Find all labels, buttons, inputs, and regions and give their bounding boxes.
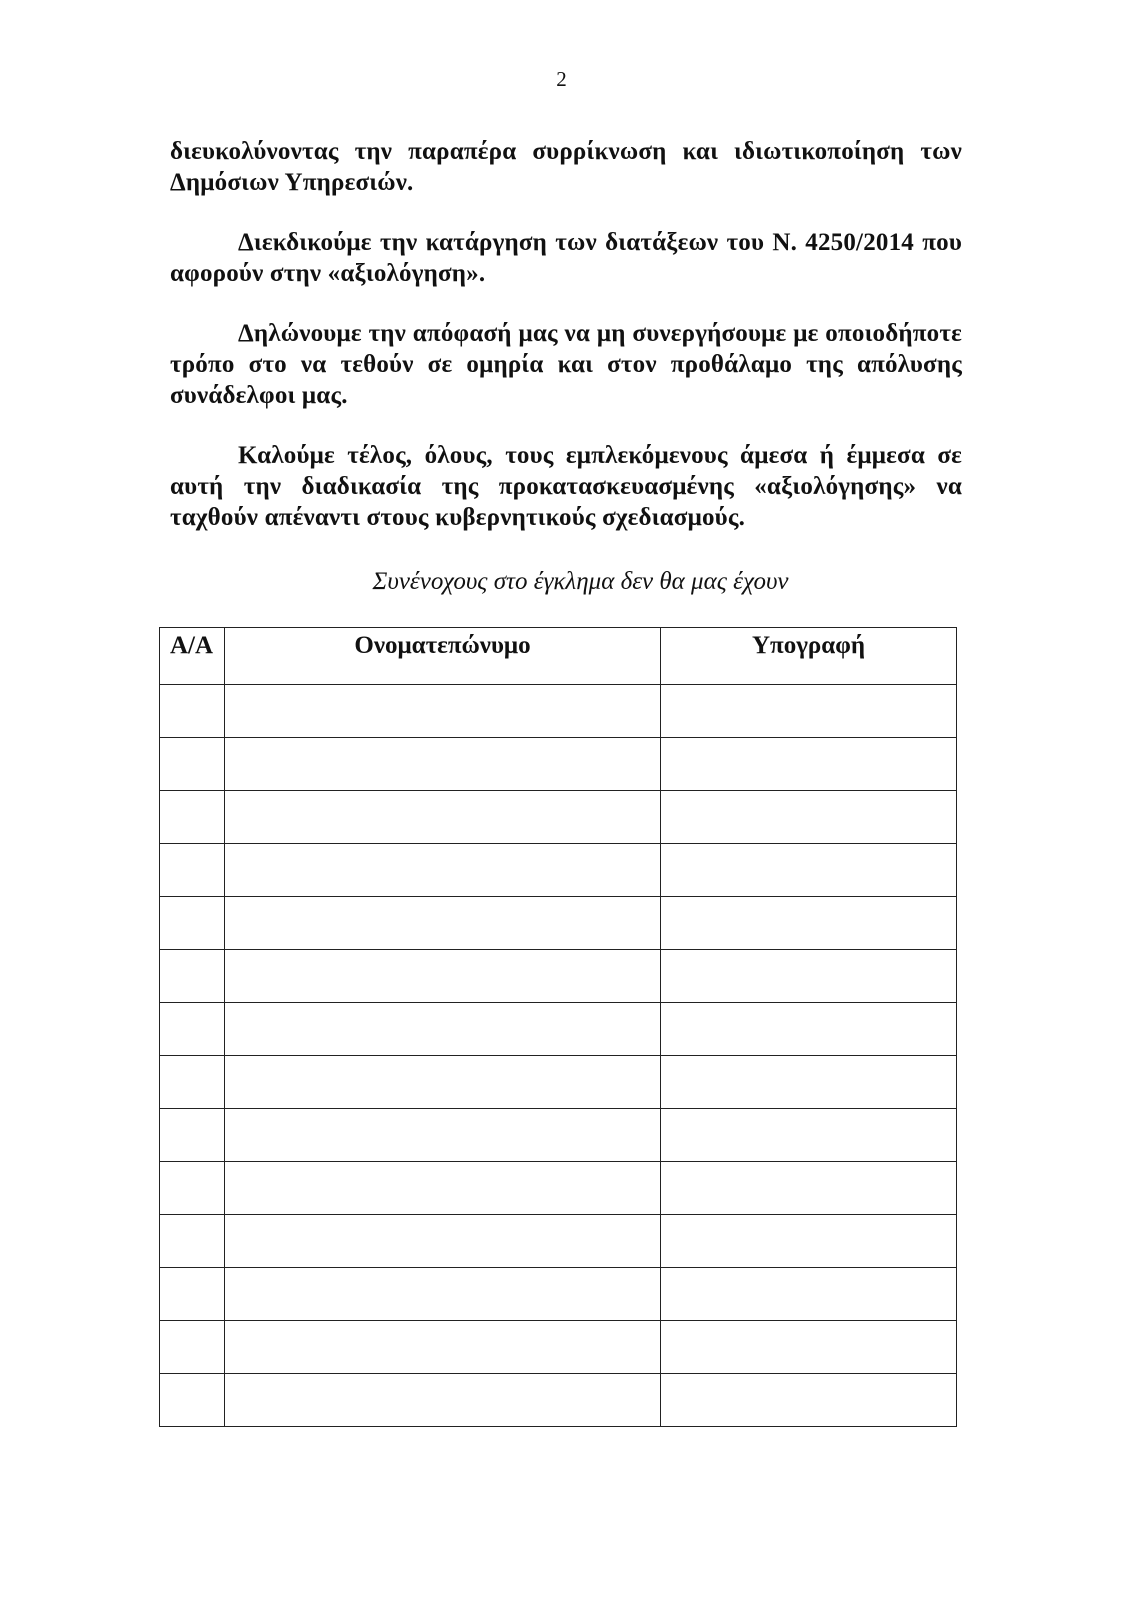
signature-cell[interactable] (661, 1268, 957, 1321)
signature-cell[interactable] (661, 791, 957, 844)
fullname-cell[interactable] (225, 844, 661, 897)
fullname-cell[interactable] (225, 1374, 661, 1427)
table-row (160, 791, 957, 844)
fullname-cell[interactable] (225, 685, 661, 738)
signature-cell[interactable] (661, 1215, 957, 1268)
signature-cell[interactable] (661, 950, 957, 1003)
fullname-cell[interactable] (225, 950, 661, 1003)
table-row (160, 1003, 957, 1056)
fullname-cell[interactable] (225, 1321, 661, 1374)
page-number: 2 (556, 67, 567, 91)
signature-cell[interactable] (661, 1056, 957, 1109)
fullname-cell[interactable] (225, 1268, 661, 1321)
table-row (160, 1374, 957, 1427)
number-cell[interactable] (160, 897, 225, 950)
column-header-number: Α/Α (160, 628, 225, 685)
signature-cell[interactable] (661, 1162, 957, 1215)
signature-cell[interactable] (661, 738, 957, 791)
table-body (160, 685, 957, 1427)
paragraph: Δηλώνουμε την απόφασή μας να μη συνεργήσουμε με οποιοδήποτε τρόπο στο να τεθούν σε ομηρία και στον προθάλαμο της απόλυσης συνάδελφοι μας. (170, 320, 962, 409)
fullname-cell[interactable] (225, 1215, 661, 1268)
number-cell[interactable] (160, 791, 225, 844)
signature-cell[interactable] (661, 897, 957, 950)
signature-cell[interactable] (661, 844, 957, 897)
fullname-cell[interactable] (225, 1162, 661, 1215)
signature-table (159, 627, 957, 1427)
number-cell[interactable] (160, 685, 225, 738)
table-row (160, 1056, 957, 1109)
signature-cell[interactable] (661, 1374, 957, 1427)
number-cell[interactable] (160, 1162, 225, 1215)
table-row (160, 685, 957, 738)
column-header-fullname: Ονοματεπώνυμο (225, 628, 661, 685)
signature-cell[interactable] (661, 1321, 957, 1374)
number-cell[interactable] (160, 1215, 225, 1268)
table-row (160, 950, 957, 1003)
table-row (160, 1321, 957, 1374)
table-row (160, 1215, 957, 1268)
signature-cell[interactable] (661, 1109, 957, 1162)
number-cell[interactable] (160, 1268, 225, 1321)
table-row (160, 1109, 957, 1162)
signature-cell[interactable] (661, 1003, 957, 1056)
number-cell[interactable] (160, 1374, 225, 1427)
slogan: Συνένοχους στο έγκλημα δεν θα μας έχουν (372, 568, 789, 595)
table-row (160, 738, 957, 791)
paragraph: Διεκδικούμε την κατάργηση των διατάξεων του Ν. 4250/2014 που αφορούν στην «αξιολόγηση». (170, 229, 962, 287)
paragraph: διευκολύνοντας την παραπέρα συρρίκνωση και ιδιωτικοποίηση των Δημόσιων Υπηρεσιών. (170, 138, 962, 196)
table-row (160, 897, 957, 950)
fullname-cell[interactable] (225, 1003, 661, 1056)
fullname-cell[interactable] (225, 791, 661, 844)
number-cell[interactable] (160, 950, 225, 1003)
table-row (160, 1268, 957, 1321)
table-header-row (160, 628, 957, 685)
fullname-cell[interactable] (225, 1109, 661, 1162)
body-text (170, 136, 962, 562)
fullname-cell[interactable] (225, 1056, 661, 1109)
number-cell[interactable] (160, 844, 225, 897)
number-cell[interactable] (160, 1109, 225, 1162)
fullname-cell[interactable] (225, 738, 661, 791)
paragraph: Καλούμε τέλος, όλους, τους εμπλεκόμενους άμεσα ή έμμεσα σε αυτή την διαδικασία της προκατασκευασμένης «αξιολόγησης» να ταχθούν απέναντι στους κυβερνητικούς σχεδιασμούς. (170, 442, 962, 531)
column-header-signature: Υπογραφή (661, 628, 957, 685)
number-cell[interactable] (160, 738, 225, 791)
signature-cell[interactable] (661, 685, 957, 738)
number-cell[interactable] (160, 1056, 225, 1109)
fullname-cell[interactable] (225, 897, 661, 950)
number-cell[interactable] (160, 1003, 225, 1056)
table-row (160, 844, 957, 897)
number-cell[interactable] (160, 1321, 225, 1374)
table-row (160, 1162, 957, 1215)
